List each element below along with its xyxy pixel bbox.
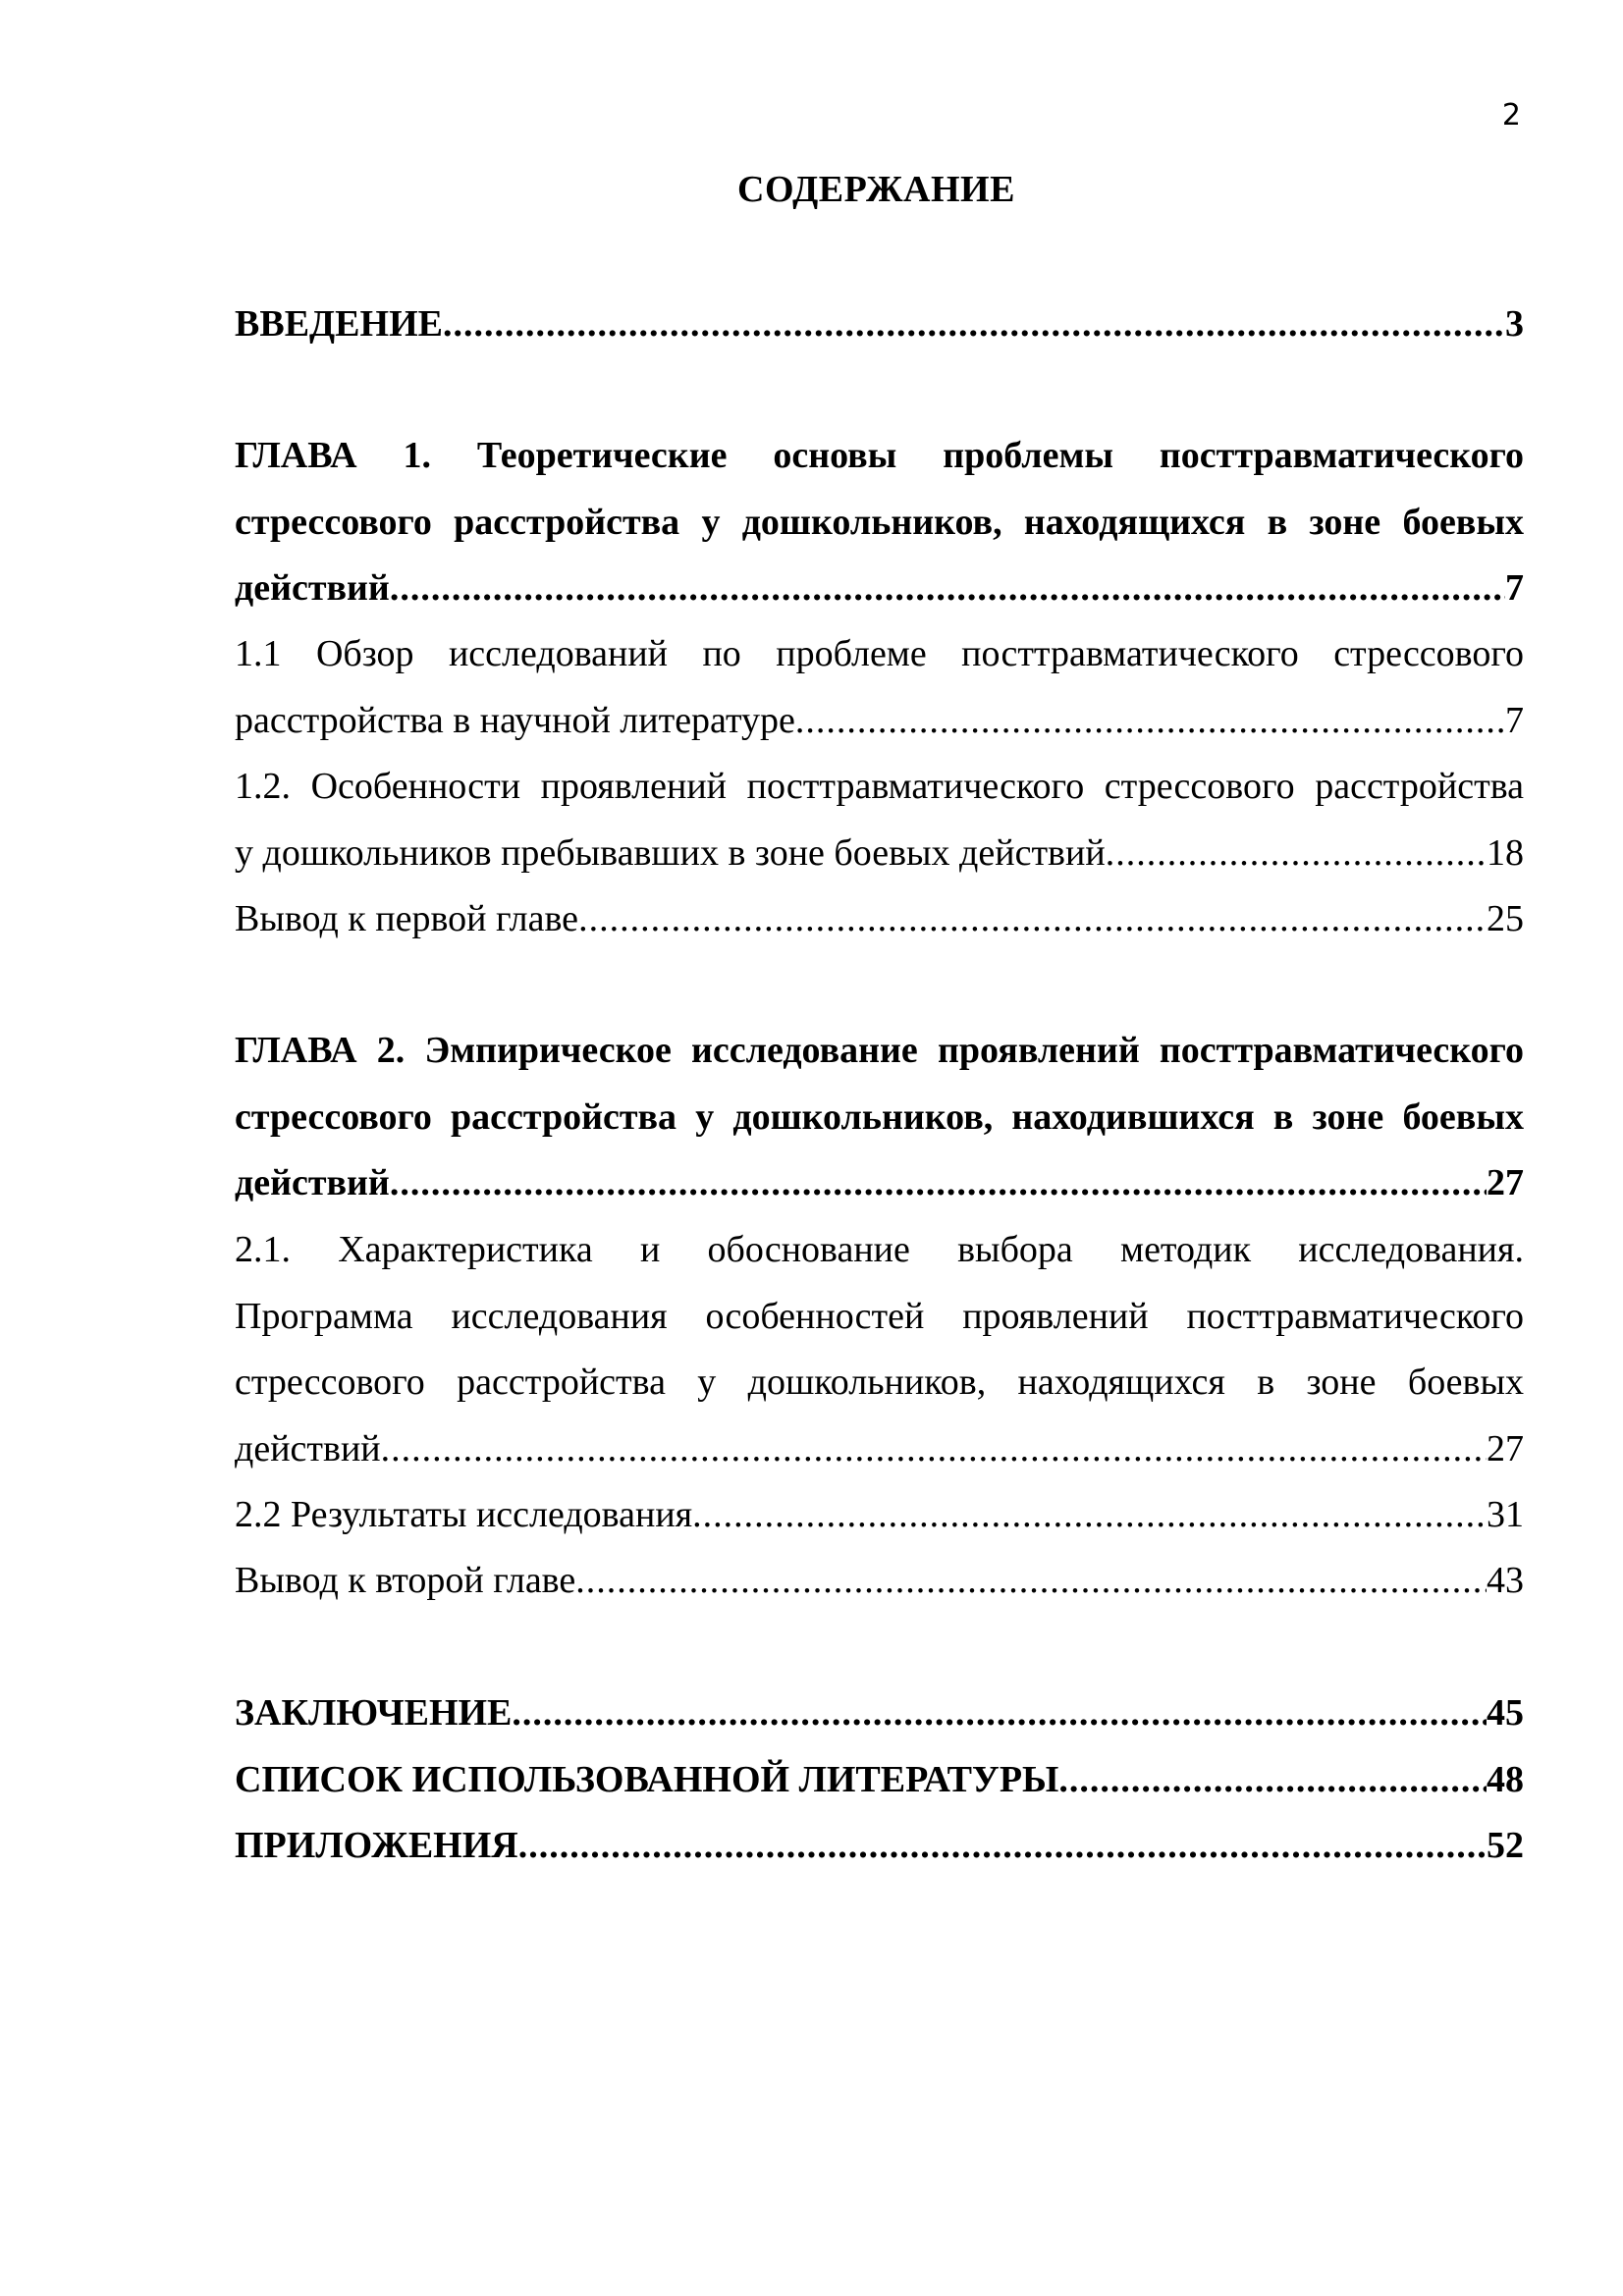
toc-entry-last-line [235, 1548, 1524, 1615]
dot-leader [575, 1548, 1487, 1615]
toc-entry-title: Вывод к первой главе [235, 898, 579, 939]
toc-entry-title: у дошкольников пребывавших в зоне боевых действий [235, 831, 1106, 874]
toc-entry-line: стрессового расстройства у дошкольников, находящихся в зоне боевых [235, 501, 1524, 543]
toc-entry-references[interactable] [235, 1747, 1524, 1814]
toc-entry-title: СПИСОК ИСПОЛЬЗОВАННОЙ ЛИТЕРАТУРЫ [235, 1759, 1059, 1800]
toc-entry-section-1-2[interactable] [235, 754, 1524, 886]
toc-page-number: 52 [1487, 1825, 1524, 1866]
toc-page-number: 48 [1487, 1759, 1524, 1800]
toc-entry-conclusion-2[interactable] [235, 1548, 1524, 1615]
toc-title: СОДЕРЖАНИЕ [737, 169, 1015, 210]
toc-entry-section-1-1[interactable] [235, 621, 1524, 754]
dot-leader [390, 556, 1505, 622]
toc-page-number: 25 [1487, 898, 1524, 939]
toc-page-number: 3 [1505, 303, 1524, 345]
toc-entry-last-line [235, 292, 1524, 358]
dot-leader [512, 1681, 1487, 1747]
dot-leader [1106, 821, 1487, 887]
toc-entry-chapter-1[interactable] [235, 423, 1524, 622]
toc-entry-line: 1.2. Особенности проявлений посттравматического стрессового расстройства [235, 766, 1524, 807]
dot-leader [443, 292, 1505, 358]
toc-entry-line: 2.1. Характеристика и обоснование выбора методик исследования. [235, 1229, 1524, 1270]
toc-entry-last-line [235, 1681, 1524, 1747]
toc-entry-title: действий [235, 567, 390, 609]
toc-entry-last-line [235, 688, 1524, 755]
toc-entry-section-2-2[interactable] [235, 1482, 1524, 1549]
toc-entry-last-line [235, 1813, 1524, 1880]
toc-entry-last-line [235, 1482, 1524, 1549]
toc-entry-line: 1.1 Обзор исследований по проблеме посттравматического стрессового [235, 633, 1524, 674]
dot-leader [518, 1813, 1487, 1880]
toc-entry-intro[interactable] [235, 292, 1524, 358]
toc-page-number: 31 [1487, 1494, 1524, 1535]
toc-page-number: 43 [1487, 1560, 1524, 1601]
toc-entry-last-line [235, 1416, 1524, 1483]
dot-leader [390, 1150, 1487, 1217]
toc-entry-title: ЗАКЛЮЧЕНИЕ [235, 1692, 513, 1734]
dot-leader [578, 886, 1487, 953]
dot-leader [381, 1416, 1487, 1483]
toc-entry-last-line [235, 1150, 1524, 1217]
toc-entry-title: ПРИЛОЖЕНИЯ [235, 1825, 518, 1866]
toc-entry-last-line [235, 886, 1524, 953]
toc-entry-title: ВВЕДЕНИЕ [235, 303, 443, 345]
toc-entry-conclusion[interactable] [235, 1681, 1524, 1747]
toc-entry-title: действий [235, 1427, 381, 1469]
toc-entry-last-line [235, 821, 1524, 887]
toc-entry-appendices[interactable] [235, 1813, 1524, 1880]
toc-entry-title: расстройства в научной литературе [235, 699, 795, 741]
toc-entry-title: Вывод к второй главе [235, 1560, 576, 1601]
toc-page-number: 7 [1505, 567, 1524, 609]
toc-entry-line: ГЛАВА 2. Эмпирическое исследование проявлений посттравматического [235, 1030, 1524, 1071]
toc-entry-line: Программа исследования особенностей проявлений посттравматического [235, 1295, 1524, 1337]
dot-leader [692, 1482, 1487, 1549]
toc-entry-line: стрессового расстройства у дошкольников, находившихся в зоне боевых [235, 1095, 1524, 1138]
toc-entry-conclusion-1[interactable] [235, 886, 1524, 953]
dot-leader [1058, 1747, 1487, 1814]
page-number: 2 [1501, 98, 1521, 133]
toc-page-number: 45 [1487, 1692, 1524, 1734]
toc-entry-section-2-1[interactable] [235, 1217, 1524, 1482]
toc-entry-title: действий [235, 1162, 390, 1203]
toc-entry-last-line [235, 556, 1524, 622]
toc-entry-chapter-2[interactable] [235, 1018, 1524, 1217]
toc-page-number: 7 [1505, 699, 1524, 741]
toc-entry-last-line [235, 1747, 1524, 1814]
toc-entry-line: стрессового расстройства у дошкольников, находящихся в зоне боевых [235, 1362, 1524, 1403]
toc-page-number: 27 [1487, 1162, 1524, 1203]
dot-leader [795, 688, 1505, 755]
toc-entry-title: 2.2 Результаты исследования [235, 1494, 693, 1535]
toc-page-number: 27 [1487, 1427, 1524, 1469]
toc-page-number: 18 [1487, 831, 1524, 874]
toc-entry-line: ГЛАВА 1. Теоретические основы проблемы посттравматического [235, 435, 1524, 476]
